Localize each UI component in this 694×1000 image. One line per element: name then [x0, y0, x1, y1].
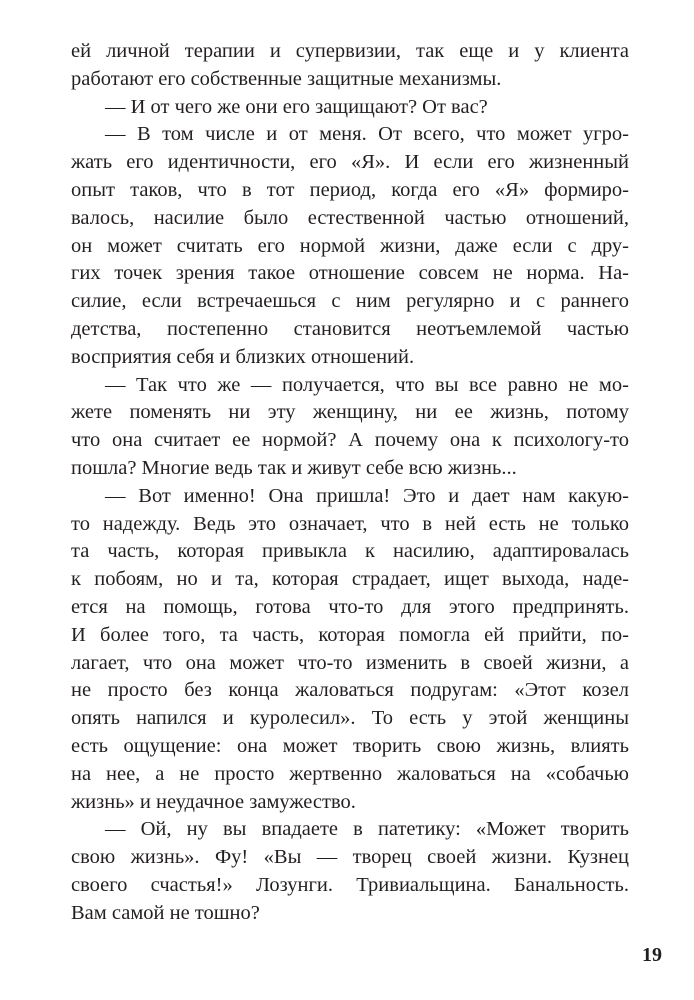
text-line: силие, если встречаешься с ним регулярно и с раннего [71, 290, 629, 313]
text-line: жать его идентичности, его «Я». И если его жизненный [71, 151, 629, 174]
text-line: — В том числе и от меня. От всего, что может угро- [105, 123, 629, 146]
text-line: свою жизнь». Фу! «Вы — творец своей жизни. Кузнец [71, 846, 629, 869]
text-line: пошла? Многие ведь так и живут себе всю жизнь... [71, 456, 517, 479]
text-line: ется на помощь, готова что-то для этого предпринять. [71, 595, 629, 618]
text-line: — Вот именно! Она пришла! Это и дает нам какую- [105, 484, 629, 507]
text-line: своего счастья!» Лозунги. Тривиальщина. Банальность. [71, 873, 629, 896]
text-line: опыт таков, что в тот период, когда его «Я» формиро- [71, 178, 629, 201]
text-line: к побоям, но и та, которая страдает, ищет выхода, наде- [71, 568, 629, 591]
text-line: гих точек зрения такое отношение совсем не норма. На- [71, 262, 629, 285]
text-line: опять напился и куролесил». То есть у этой женщины [71, 707, 629, 730]
text-line: восприятия себя и близких отношений. [71, 345, 415, 368]
text-line: есть ощущение: она может творить свою жизнь, влиять [71, 734, 629, 757]
page-body-text [71, 38, 629, 928]
text-line: он может считать его нормой жизни, даже если с дру- [71, 234, 629, 257]
text-line: И более того, та часть, которая помогла ей прийти, по- [71, 623, 629, 646]
text-line: жизнь» и неудачное замужество. [71, 790, 356, 813]
text-line: на нее, а не просто жертвенно жаловаться на «собачью [71, 762, 629, 785]
text-line: работают его собственные защитные механизмы. [71, 67, 502, 90]
text-line: ей личной терапии и супервизии, так еще и у клиента [71, 40, 629, 62]
page-number: 19 [642, 944, 662, 966]
text-line: — Ой, ну вы впадаете в патетику: «Может творить [105, 818, 629, 841]
text-line: детства, постепенно становится неотъемлемой частью [71, 317, 629, 340]
text-line: то надежду. Ведь это означает, что в ней есть не только [71, 512, 629, 535]
text-line: — И от чего же они его защищают? От вас? [105, 95, 488, 118]
text-line: — Так что же — получается, что вы все равно не мо- [105, 373, 629, 396]
text-line: валось, насилие было естественной частью отношений, [71, 206, 629, 229]
text-line: жете поменять ни эту женщину, ни ее жизнь, потому [71, 401, 629, 424]
text-line: та часть, которая привыкла к насилию, адаптировалась [71, 540, 629, 563]
text-line: что она считает ее нормой? А почему она к психологу-то [71, 429, 629, 452]
text-line: лагает, что она может что-то изменить в своей жизни, а [71, 651, 629, 674]
text-line: Вам самой не тошно? [71, 901, 260, 924]
text-line: не просто без конца жаловаться подругам: «Этот козел [71, 679, 629, 702]
